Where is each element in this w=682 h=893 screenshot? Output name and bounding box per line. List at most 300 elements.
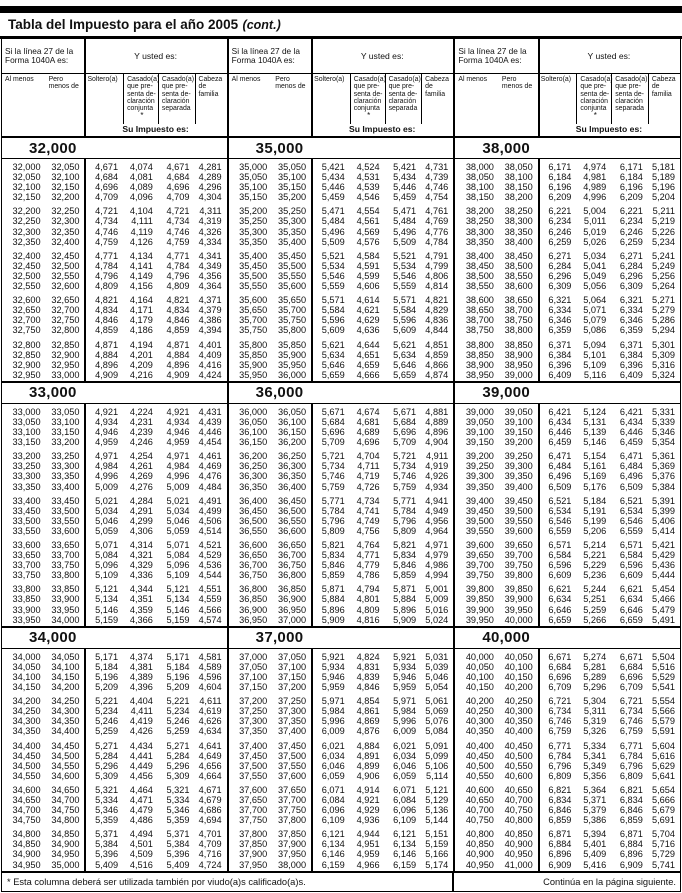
cell-al-menos: 36,450 (239, 505, 268, 516)
cell-casado-conjunta: 4,111 (131, 216, 153, 227)
cell-al-menos: 37,750 (239, 815, 268, 826)
cell-cabeza-de-familia: 5,166 (425, 849, 449, 860)
header-and-you-are: Y usted es: (360, 51, 404, 61)
cell-cabeza-de-familia: 5,479 (651, 604, 675, 615)
table-row (229, 805, 454, 815)
cell-soltero: 5,396 (95, 849, 119, 860)
cell-soltero: 5,721 (321, 451, 345, 462)
cell-soltero: 5,309 (95, 770, 119, 781)
cell-al-menos: 37,300 (239, 716, 268, 727)
cell-soltero: 5,984 (321, 706, 345, 717)
cell-pero-menos-de: 33,600 (51, 525, 80, 536)
cell-al-menos: 38,700 (465, 315, 494, 326)
table-row (455, 360, 680, 370)
cell-pero-menos-de: 36,400 (278, 481, 307, 492)
cell-pero-menos-de: 33,800 (51, 570, 80, 581)
table-row (455, 216, 680, 226)
row-group (2, 407, 227, 447)
cell-cabeza-de-familia: 4,491 (198, 495, 222, 506)
cell-casado-conjunta: 5,334 (583, 740, 607, 751)
cell-soltero: 5,259 (95, 726, 119, 737)
cell-soltero: 6,884 (548, 839, 572, 850)
cell-al-menos: 35,650 (239, 305, 268, 316)
header-if-line-27: Si la línea 27 de la Forma 1040A es: (458, 46, 527, 65)
cell-al-menos: 32,050 (12, 172, 41, 183)
cell-cabeza-de-familia: 4,784 (425, 236, 449, 247)
cell-al-menos: 34,650 (12, 794, 41, 805)
table-row (229, 370, 454, 380)
cell-al-menos: 38,050 (465, 172, 494, 183)
cell-casado-separada: 5,059 (166, 525, 190, 536)
cell-pero-menos-de: 32,150 (51, 182, 80, 193)
cell-pero-menos-de: 33,350 (51, 471, 80, 482)
cell-al-menos: 38,550 (465, 281, 494, 292)
cell-soltero: 6,646 (548, 604, 572, 615)
cell-cabeza-de-familia: 4,724 (198, 859, 222, 870)
cell-pero-menos-de: 39,550 (504, 515, 533, 526)
cell-al-menos: 33,650 (12, 550, 41, 561)
header-and-you-are: Y usted es: (134, 51, 177, 61)
cell-casado-conjunta: 4,869 (356, 716, 380, 727)
cell-pero-menos-de: 35,550 (278, 270, 307, 281)
cell-al-menos: 38,100 (465, 182, 494, 193)
cell-casado-separada: 5,234 (166, 706, 190, 717)
cell-soltero: 6,371 (548, 339, 572, 350)
cell-cabeza-de-familia: 4,514 (198, 525, 222, 536)
cell-casado-conjunta: 5,214 (583, 540, 607, 550)
table-row (2, 785, 227, 795)
cell-casado-conjunta: 4,989 (583, 182, 607, 193)
cell-casado-separada: 5,009 (166, 481, 190, 492)
cell-al-menos: 35,250 (239, 216, 268, 227)
cell-soltero: 6,709 (548, 682, 572, 693)
cell-casado-conjunta: 5,259 (583, 604, 607, 615)
cell-casado-separada: 6,071 (393, 784, 417, 795)
header-row-columns (455, 74, 680, 124)
cell-casado-separada: 5,159 (166, 614, 190, 625)
cell-pero-menos-de: 33,750 (51, 560, 80, 571)
cell-al-menos: 39,150 (465, 437, 494, 448)
cell-casado-separada: 6,871 (619, 829, 643, 840)
cell-casado-separada: 5,921 (393, 651, 417, 662)
cell-casado-separada: 5,984 (393, 706, 417, 717)
cell-pero-menos-de: 36,300 (278, 461, 307, 472)
cell-cabeza-de-familia: 5,129 (425, 794, 449, 805)
cell-casado-conjunta: 5,191 (583, 505, 607, 516)
cell-soltero: 6,259 (548, 236, 572, 247)
cell-pero-menos-de: 34,950 (51, 849, 80, 860)
cell-casado-separada: 5,121 (166, 584, 190, 595)
cell-casado-conjunta: 5,199 (583, 515, 607, 526)
cell-pero-menos-de: 37,450 (278, 740, 307, 751)
table-row (455, 584, 680, 594)
cell-al-menos: 38,400 (465, 250, 494, 261)
table-row (455, 437, 680, 447)
section-data (2, 404, 227, 626)
cell-cabeza-de-familia: 5,529 (651, 671, 675, 682)
table-row (229, 227, 454, 237)
cell-al-menos: 33,100 (12, 427, 41, 438)
cell-cabeza-de-familia: 5,466 (651, 594, 675, 605)
table-row (229, 340, 454, 350)
table-row (2, 550, 227, 560)
conjunta-footnote-star: * (367, 111, 371, 121)
cell-casado-separada: 6,359 (619, 325, 643, 336)
cell-cabeza-de-familia: 5,704 (651, 829, 675, 840)
cell-casado-conjunta: 4,576 (356, 236, 380, 247)
cell-pero-menos-de: 33,200 (51, 437, 80, 448)
cell-casado-conjunta: 4,389 (129, 671, 153, 682)
cell-casado-separada: 6,271 (619, 250, 643, 261)
cell-pero-menos-de: 34,650 (51, 784, 80, 795)
col-header-soltero: Soltero(a) (314, 76, 345, 83)
table-row (2, 605, 227, 615)
cell-casado-conjunta: 4,659 (356, 359, 380, 370)
cell-cabeza-de-familia: 4,529 (198, 550, 222, 561)
table-row (2, 325, 227, 335)
cell-cabeza-de-familia: 4,521 (198, 540, 222, 550)
cell-soltero: 6,509 (548, 481, 572, 492)
cell-casado-conjunta: 4,456 (129, 770, 153, 781)
cell-soltero: 6,796 (548, 760, 572, 771)
header-if-line-27: Si la línea 27 de la Forma 1040A es: (231, 46, 300, 65)
cell-pero-menos-de: 35,150 (278, 182, 307, 193)
section-band (2, 626, 227, 649)
cell-al-menos: 40,550 (465, 770, 494, 781)
cell-soltero: 4,721 (95, 206, 119, 217)
cell-al-menos: 32,000 (12, 162, 41, 172)
cell-pero-menos-de: 37,550 (278, 760, 307, 771)
cell-al-menos: 37,200 (239, 696, 268, 707)
cell-cabeza-de-familia: 5,196 (651, 182, 675, 193)
cell-al-menos: 34,750 (12, 815, 41, 826)
cell-pero-menos-de: 34,800 (51, 815, 80, 826)
continued-next-page-note: Continúa en la página siguiente. (543, 876, 676, 887)
cell-cabeza-de-familia: 4,566 (198, 604, 222, 615)
cell-soltero: 6,196 (548, 182, 572, 193)
table-row (2, 315, 227, 325)
cell-casado-conjunta: 4,861 (356, 706, 380, 717)
cell-casado-conjunta: 5,229 (583, 560, 607, 571)
cell-casado-separada: 6,896 (619, 849, 643, 860)
cell-casado-separada: 4,871 (166, 339, 190, 350)
cell-soltero: 4,909 (95, 369, 119, 380)
table-row (455, 526, 680, 536)
cell-al-menos: 38,000 (465, 162, 494, 172)
cell-casado-separada: 5,809 (393, 525, 417, 536)
table-row (2, 516, 227, 526)
cell-al-menos: 32,150 (12, 192, 41, 203)
table-row (455, 471, 680, 481)
cell-casado-conjunta: 4,419 (129, 716, 153, 727)
cell-soltero: 5,909 (321, 614, 345, 625)
cell-soltero: 6,346 (548, 315, 572, 326)
table-row (2, 849, 227, 859)
cell-pero-menos-de: 34,700 (51, 794, 80, 805)
cell-casado-conjunta: 5,064 (583, 295, 607, 306)
cell-casado-separada: 6,346 (619, 315, 643, 326)
cell-casado-separada: 6,184 (619, 172, 643, 183)
col-header-cabeza-de-familia: Cabeza de familia (195, 74, 227, 124)
cell-casado-separada: 6,546 (619, 515, 643, 526)
cell-soltero: 6,871 (548, 829, 572, 840)
cell-casado-conjunta: 4,719 (356, 471, 380, 482)
cell-al-menos: 34,850 (12, 839, 41, 850)
page-title (0, 13, 682, 39)
cell-casado-separada: 6,021 (393, 740, 417, 751)
table-row (229, 417, 454, 427)
cell-al-menos: 35,950 (239, 369, 268, 380)
cell-cabeza-de-familia: 4,469 (198, 461, 222, 472)
cell-casado-conjunta: 4,756 (356, 525, 380, 536)
table-row (2, 281, 227, 291)
cell-casado-separada: 4,834 (166, 305, 190, 316)
row-group (2, 652, 227, 692)
cell-cabeza-de-familia: 4,641 (198, 740, 222, 751)
table-row (455, 206, 680, 216)
panel-header (229, 39, 454, 136)
cell-pero-menos-de: 40,800 (504, 815, 533, 826)
cell-cabeza-de-familia: 4,746 (425, 182, 449, 193)
cell-pero-menos-de: 36,250 (278, 451, 307, 462)
cell-al-menos: 38,500 (465, 270, 494, 281)
cell-al-menos: 37,450 (239, 750, 268, 761)
cell-soltero: 5,621 (321, 339, 345, 350)
cell-pero-menos-de: 32,450 (51, 250, 80, 261)
cell-pero-menos-de: 39,850 (504, 584, 533, 595)
table-row (2, 206, 227, 216)
table-row (2, 192, 227, 202)
cell-casado-conjunta: 5,056 (583, 281, 607, 292)
cell-casado-conjunta: 4,201 (129, 349, 153, 360)
cell-cabeza-de-familia: 5,666 (651, 794, 675, 805)
cell-casado-separada: 5,784 (393, 505, 417, 516)
cell-casado-conjunta: 4,981 (583, 172, 607, 183)
cell-cabeza-de-familia: 4,979 (425, 550, 449, 561)
row-group (2, 584, 227, 624)
cell-pero-menos-de: 37,000 (278, 614, 307, 625)
cell-casado-separada: 5,521 (393, 250, 417, 261)
table-row (455, 325, 680, 335)
cell-casado-conjunta: 4,816 (356, 614, 380, 625)
cell-cabeza-de-familia: 4,461 (198, 451, 222, 462)
cell-pero-menos-de: 37,300 (278, 706, 307, 717)
cell-casado-separada: 4,896 (166, 359, 190, 370)
cell-pero-menos-de: 32,800 (51, 325, 80, 336)
cell-cabeza-de-familia: 5,384 (651, 481, 675, 492)
cell-casado-conjunta: 4,321 (129, 550, 153, 561)
table-row (229, 785, 454, 795)
table-row (2, 560, 227, 570)
title-text: Tabla del Impuesto para el año 2005 (8, 17, 239, 32)
cell-pero-menos-de: 32,900 (51, 349, 80, 360)
cell-cabeza-de-familia: 4,994 (425, 570, 449, 581)
cell-casado-separada: 5,196 (166, 671, 190, 682)
cell-pero-menos-de: 40,750 (504, 805, 533, 816)
cell-pero-menos-de: 40,300 (504, 706, 533, 717)
cell-soltero: 5,421 (321, 162, 345, 172)
cell-casado-conjunta: 5,079 (583, 315, 607, 326)
cell-pero-menos-de: 40,850 (504, 829, 533, 840)
cell-al-menos: 39,550 (465, 525, 494, 536)
title-continued-marker: (cont.) (242, 18, 281, 32)
cell-casado-conjunta: 4,104 (129, 206, 153, 217)
cell-al-menos: 34,600 (12, 784, 41, 795)
col-header-soltero: Soltero(a) (87, 76, 118, 83)
table-row (2, 860, 227, 870)
cell-al-menos: 40,850 (465, 839, 494, 850)
cell-casado-conjunta: 4,119 (130, 226, 153, 237)
cell-pero-menos-de: 38,950 (504, 359, 533, 370)
cell-cabeza-de-familia: 4,649 (198, 750, 222, 761)
section-label: 32,000 (29, 139, 77, 157)
cell-casado-conjunta: 4,959 (356, 849, 380, 860)
cell-cabeza-de-familia: 5,084 (425, 726, 449, 737)
cell-al-menos: 36,900 (239, 604, 268, 615)
table-row (455, 540, 680, 550)
table-row (455, 482, 680, 492)
cell-al-menos: 37,600 (239, 784, 268, 795)
cell-soltero: 5,034 (95, 505, 119, 516)
tax-table-panels (2, 39, 680, 871)
cell-casado-conjunta: 4,921 (356, 794, 380, 805)
cell-soltero: 5,084 (95, 550, 119, 561)
cell-al-menos: 36,500 (239, 515, 268, 526)
section-data (455, 159, 680, 381)
cell-pero-menos-de: 32,250 (51, 206, 80, 217)
cell-cabeza-de-familia: 4,409 (198, 349, 222, 360)
cell-cabeza-de-familia: 4,821 (425, 295, 449, 306)
cell-casado-conjunta: 5,131 (583, 416, 607, 427)
cell-pero-menos-de: 40,550 (504, 760, 533, 771)
cell-al-menos: 40,100 (465, 671, 494, 682)
section-label: 40,000 (482, 629, 531, 647)
cell-casado-conjunta: 5,206 (583, 525, 607, 536)
cell-pero-menos-de: 40,650 (504, 784, 533, 795)
cell-al-menos: 35,000 (239, 162, 268, 172)
cell-cabeza-de-familia: 5,174 (425, 859, 449, 870)
cell-cabeza-de-familia: 5,151 (425, 829, 449, 840)
cell-soltero: 6,671 (548, 651, 572, 662)
table-row (229, 295, 454, 305)
cell-pero-menos-de: 33,850 (51, 584, 80, 595)
cell-casado-separada: 5,534 (393, 260, 417, 271)
cell-al-menos: 38,450 (465, 260, 494, 271)
cell-cabeza-de-familia: 5,729 (651, 849, 675, 860)
cell-casado-conjunta: 4,666 (356, 369, 380, 380)
table-row (455, 516, 680, 526)
cell-casado-separada: 5,596 (393, 315, 417, 326)
cell-casado-separada: 4,959 (166, 437, 190, 448)
cell-casado-conjunta: 4,726 (356, 481, 380, 492)
cell-cabeza-de-familia: 5,691 (651, 815, 675, 826)
cell-al-menos: 37,850 (239, 839, 268, 850)
cell-soltero: 5,446 (321, 182, 345, 193)
cell-casado-separada: 4,884 (166, 349, 190, 360)
row-group (2, 162, 227, 202)
cell-soltero: 5,171 (95, 651, 119, 662)
cell-soltero: 5,284 (95, 750, 119, 761)
cell-al-menos: 37,700 (239, 805, 268, 816)
cell-pero-menos-de: 38,650 (504, 295, 533, 306)
cell-pero-menos-de: 38,450 (504, 250, 533, 261)
cell-cabeza-de-familia: 5,554 (651, 696, 675, 707)
cell-cabeza-de-familia: 5,429 (651, 550, 675, 561)
cell-casado-conjunta: 4,299 (129, 515, 153, 526)
table-row (455, 281, 680, 291)
cell-soltero: 5,059 (95, 525, 119, 536)
cell-casado-separada: 5,771 (393, 495, 417, 506)
section-data (455, 404, 680, 626)
cell-soltero: 6,396 (548, 359, 572, 370)
cell-al-menos: 33,250 (12, 461, 41, 472)
cell-casado-separada: 6,121 (393, 829, 417, 840)
cell-casado-conjunta: 4,899 (356, 760, 380, 771)
cell-cabeza-de-familia: 4,499 (198, 505, 222, 516)
cell-casado-conjunta: 4,531 (356, 172, 380, 183)
cell-casado-conjunta: 5,094 (583, 339, 607, 350)
cell-casado-separada: 5,171 (166, 651, 190, 662)
cell-al-menos: 39,650 (465, 550, 494, 561)
cell-casado-separada: 5,721 (393, 451, 417, 462)
cell-casado-separada: 5,859 (393, 570, 417, 581)
cell-pero-menos-de: 38,200 (504, 192, 533, 203)
cell-casado-separada: 6,296 (619, 270, 643, 281)
cell-soltero: 6,846 (548, 805, 572, 816)
cell-al-menos: 36,650 (239, 550, 268, 561)
cell-casado-separada: 6,446 (619, 427, 643, 438)
cell-casado-conjunta: 4,974 (583, 162, 607, 172)
cell-casado-conjunta: 4,839 (356, 671, 380, 682)
cell-casado-separada: 5,271 (166, 740, 190, 751)
table-row (2, 360, 227, 370)
cell-casado-conjunta: 4,651 (356, 349, 380, 360)
cell-al-menos: 40,000 (465, 651, 494, 662)
cell-pero-menos-de: 35,650 (278, 295, 307, 306)
cell-cabeza-de-familia: 5,286 (651, 315, 675, 326)
cell-soltero: 4,871 (95, 339, 119, 350)
cell-cabeza-de-familia: 4,836 (425, 315, 449, 326)
cell-cabeza-de-familia: 4,611 (199, 696, 222, 707)
cell-casado-conjunta: 4,704 (356, 451, 380, 462)
row-group (229, 584, 454, 624)
cell-al-menos: 36,000 (239, 406, 268, 417)
cell-casado-separada: 5,409 (166, 859, 190, 870)
su-impuesto-label: Su Impuesto es: (122, 124, 189, 134)
table-row (229, 526, 454, 536)
cell-soltero: 5,496 (321, 226, 345, 237)
cell-casado-separada: 5,371 (166, 829, 190, 840)
table-row (2, 461, 227, 471)
row-group (2, 696, 227, 736)
cell-cabeza-de-familia: 4,686 (198, 805, 222, 816)
table-row (455, 849, 680, 859)
cell-pero-menos-de: 33,900 (51, 594, 80, 605)
cell-casado-separada: 6,559 (619, 525, 643, 536)
cell-al-menos: 34,100 (12, 671, 41, 682)
cell-al-menos: 32,850 (12, 349, 41, 360)
cell-pero-menos-de: 34,250 (51, 696, 80, 707)
header-row-income (229, 39, 454, 74)
panel-3 (455, 39, 680, 871)
col-header-cabeza-de-familia: Cabeza de familia (421, 74, 453, 124)
cell-casado-conjunta: 4,876 (356, 726, 380, 737)
cell-cabeza-de-familia: 5,121 (425, 784, 449, 795)
cell-pero-menos-de: 32,200 (51, 192, 80, 203)
cell-cabeza-de-familia: 5,591 (651, 726, 675, 737)
cell-pero-menos-de: 40,000 (504, 614, 533, 625)
cell-al-menos: 37,950 (239, 859, 268, 870)
